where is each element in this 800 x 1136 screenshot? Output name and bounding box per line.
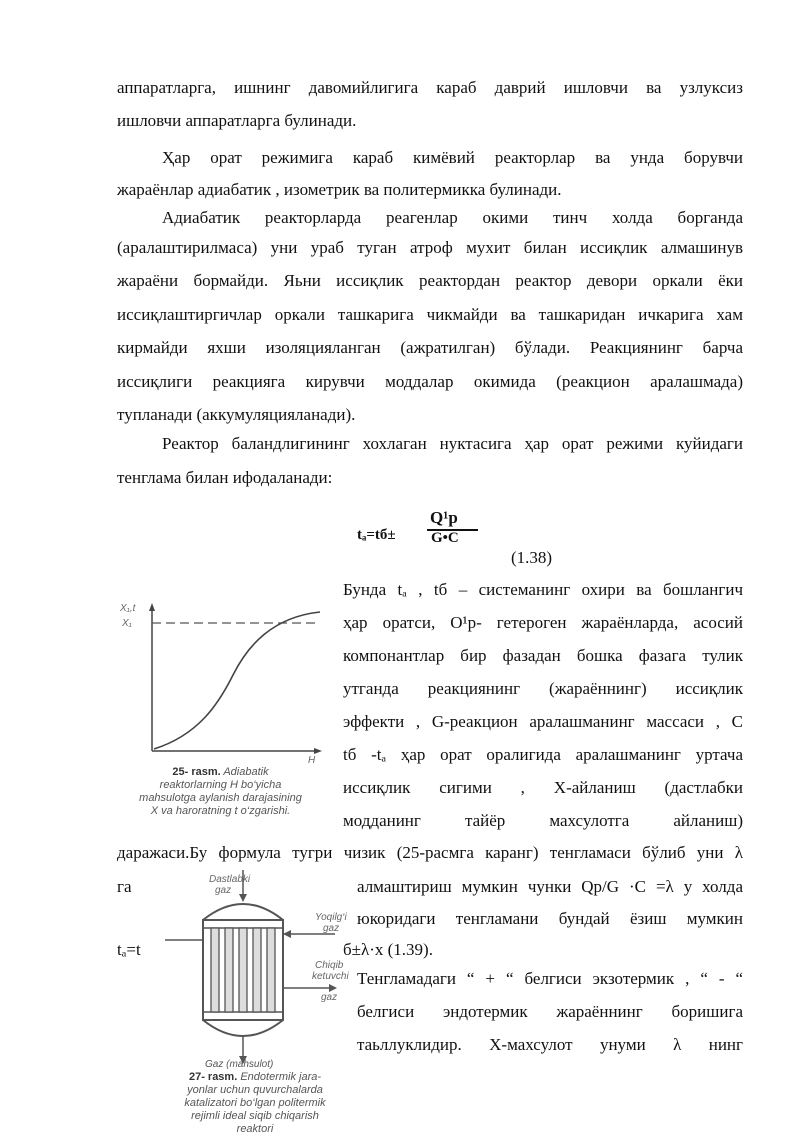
text-line: Ҳар орат режимига караб кимёвий реакторлар ва унда борувчи	[162, 148, 743, 167]
text-line: Бунда tₐ , tб – системанинг охири ва бошлангич	[343, 580, 743, 599]
label-fuel-gas-2: gaz	[323, 923, 340, 934]
text-line: аппаратларга, ишнинг давомийлигига караб даврий ишловчи ва узлуксиз	[117, 78, 743, 97]
text-line: тенглама билан ифодаланади:	[117, 468, 333, 487]
y-axis-label-2: X₁	[122, 618, 132, 629]
text-line: компонантлар бир фазадан бошка фазага тулик	[343, 646, 743, 665]
text-line: юкоридаги тенгламани бундай ёзиш мумкин	[357, 909, 743, 928]
text-line: эффекти , G-реакцион аралашманинг массаси , С	[343, 712, 743, 731]
text-line: утганда реакциянинг (жараённинг) иссиқлик	[343, 679, 743, 698]
text-fragment: га	[117, 877, 132, 896]
label-exit-gas-3: gaz	[321, 992, 338, 1003]
text-line: модданинг тайёр махсулотга айланиш)	[343, 811, 743, 830]
label-product-gas: Gaz (mahsulot)	[205, 1059, 274, 1070]
text-line: tб -tₐ ҳар орат оралигида аралашманинг уртача	[343, 745, 743, 764]
text-line: ҳар оратси, О¹р- гетероген жараёнларда, асосий	[343, 613, 743, 632]
text-line: таьллуклидир. Х-махсулот унуми λ нинг	[357, 1035, 743, 1054]
text-line: иссиқлаштиргичлар оркали ташкарига чикмайди ва ташкаридан ичкарига хам	[117, 305, 743, 324]
text-line: жараёни бормайди. Яьни иссиқлик реактордан реактор девори оркали ёки	[117, 271, 743, 290]
text-line: ишловчи аппаратларга булинади.	[117, 111, 357, 130]
label-fuel-gas: Yoqilg‘i	[315, 912, 347, 923]
equation-number: (1.38)	[511, 548, 553, 567]
y-axis-label: X₁,t	[120, 603, 136, 614]
formula-lhs: tₐ=tб±	[357, 527, 396, 543]
text-line: иссиқлик сигими , Х-айланиш (дастлабки	[343, 778, 743, 797]
text-line: жараёнлар адиабатик , изометрик ва политермикка булинади.	[117, 180, 562, 199]
formula-denominator: G•C	[431, 530, 459, 546]
figure-25-chart	[108, 595, 333, 775]
text-line: даражаси.Бу формула тугри чизик (25-расмга каранг) тенгламаси бўлиб уни λ	[117, 843, 743, 862]
label-exit-gas: Chiqib	[315, 960, 344, 971]
figure-25-caption: 25- rasm. Adiabatik reaktorlarning H bo‘yicha mahsulotga aylanish darajasining X va haroratning t o‘zgarishi.	[139, 766, 302, 817]
text-line: Реактор баландлигининг хохлаган нуктасига ҳар орат режими куйидаги	[162, 434, 743, 453]
label-exit-gas-2: ketuvchi	[312, 971, 349, 982]
text-line: б±λ·x (1.39).	[343, 940, 433, 959]
text-line: Адиабатик реакторларда реагенлар окими тинч холда борганда	[162, 208, 743, 227]
text-line: белгиси эндотермик жараённинг боришига	[357, 1002, 743, 1021]
text-fragment: tₐ=t	[117, 940, 141, 959]
figure-27-diagram	[165, 870, 355, 1065]
text-line: Тенгламадаги “ + “ белгиси экзотермик , “ - “	[357, 969, 743, 988]
label-initial-gas-2: gaz	[215, 885, 232, 896]
label-initial-gas: Dastlabki	[209, 874, 251, 885]
text-line: кирмайди яхши изоляцияланган (ажратилган) бўлади. Реакциянинг барча	[117, 338, 743, 357]
text-line: тупланади (аккумуляцияланади).	[117, 405, 356, 424]
formula-numerator: Q¹p	[430, 508, 458, 527]
x-axis-label: H	[308, 755, 316, 766]
text-line: иссиқлиги реакцияга кирувчи моддалар окимида (реакцион аралашмада)	[117, 372, 743, 391]
text-line: (аралаштирилмаса) уни ураб туган атроф мухит билан иссиқлик алмашинув	[117, 238, 743, 257]
text-line: алмаштириш мумкин чунки Qp/G ·C =λ у холда	[357, 877, 743, 896]
figure-27-caption: 27- rasm. Endotermik jara- yonlar uchun quvurchalarda katalizatori bo‘lgan politermik rejimli ideal siqib chiqarish reaktori	[184, 1071, 326, 1135]
